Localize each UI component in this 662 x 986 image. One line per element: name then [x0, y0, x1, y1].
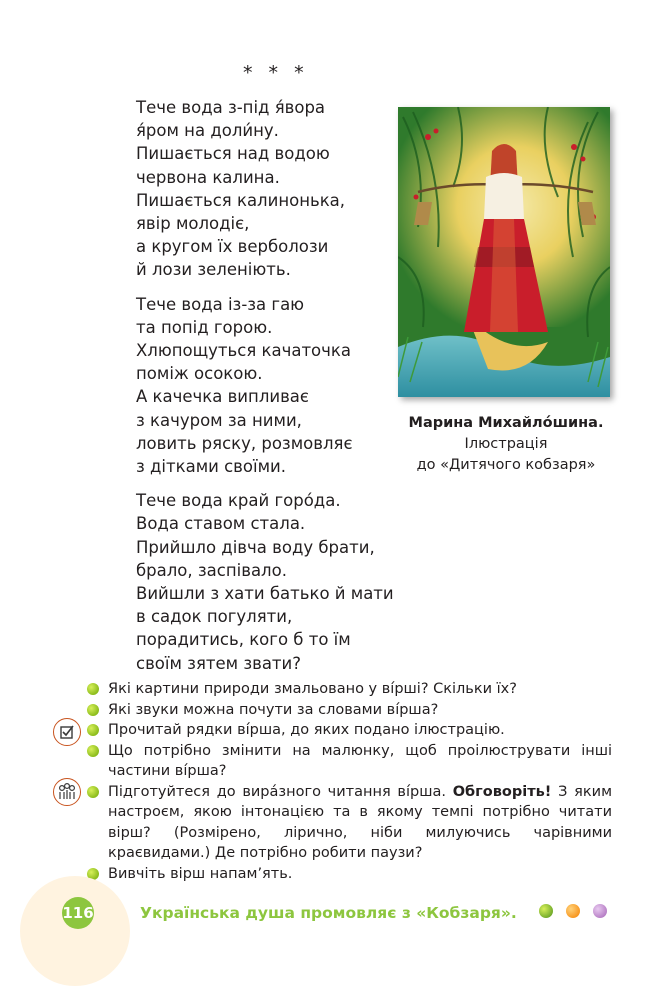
- bullet-icon: [87, 704, 99, 716]
- poem-line: з дітками своїми.: [136, 457, 287, 477]
- bullet-icon: [87, 786, 99, 798]
- poem-line: й лози зеленіють.: [136, 260, 291, 280]
- question-item: [86, 864, 612, 885]
- poem-line: в садок погуляти,: [136, 607, 293, 627]
- poem-line: Тече вода край горо́да.: [136, 491, 341, 511]
- poem-line: своїм зятем звати?: [136, 653, 302, 673]
- poem-stanza-2: [136, 293, 401, 479]
- illustration-caption: [400, 413, 612, 476]
- green-dot-icon: [539, 904, 553, 918]
- poem-line: Вийшли з хати батько й мати: [136, 584, 394, 604]
- question-item: [86, 700, 612, 721]
- question-text: Вивчіть вірш напам’ять.: [108, 865, 293, 882]
- illustration-painting: [398, 107, 610, 397]
- poem-line: червона калина.: [136, 167, 280, 187]
- poem-line: ловить ряску, розмовляє: [136, 433, 353, 453]
- footer-title: Українська душа промовляє з «Кобзаря».: [140, 904, 517, 922]
- illustration-author: Марина Михайло́шина.: [408, 415, 604, 431]
- poem-line: а кругом їх верболози: [136, 237, 329, 257]
- poem-line: та попід горою.: [136, 317, 273, 337]
- question-text-post: З яким настроєм, якою інтонацією та в якому темпі потрібно читати вірш? (Розмірено, лірично, ніби милуючись чарівними краєвидами.) Де потрібно робити паузи?: [108, 783, 613, 861]
- question-text: Які картини природи змальовано у ві́рші? Скільки їх?: [108, 681, 517, 697]
- poem-line: поміж осокою.: [136, 364, 263, 384]
- poem-line: Тече вода з-під я́вора: [136, 98, 326, 117]
- questions-list: [86, 679, 612, 884]
- poem-line: явір молодіє,: [136, 214, 250, 234]
- question-item: [86, 679, 612, 700]
- bullet-icon: [87, 745, 99, 757]
- purple-dot-icon: [593, 904, 607, 918]
- group-discussion-icon: [53, 778, 81, 806]
- orange-dot-icon: [566, 904, 580, 918]
- bullet-icon: [87, 683, 99, 695]
- poem-line: Прийшло дівча воду брати,: [136, 537, 375, 557]
- poem-line: А качечка випливає: [136, 387, 309, 407]
- caption-line-1: Ілюстрація: [464, 436, 548, 452]
- question-text: Прочитай рядки ві́рша, до яких подано ілюстрацію.: [108, 722, 505, 738]
- poem-line: Хлюпощуться качаточка: [136, 341, 351, 361]
- page-number-background: [20, 876, 130, 986]
- poem-line: Пишається над водою: [136, 144, 330, 164]
- bullet-icon: [87, 724, 99, 736]
- poem-line: з качуром за ними,: [136, 410, 302, 430]
- poem-line: Тече вода із-за гаю: [136, 294, 305, 314]
- question-text-pre: Підготуйтеся до вира́зного читання ві́рша.: [108, 783, 453, 800]
- question-item: [86, 782, 612, 864]
- poem-stars: * * *: [243, 62, 309, 84]
- caption-line-2: до «Дитячого кобзаря»: [416, 457, 596, 473]
- question-text: Що потрібно змінити на малюнку, щоб проілюструвати інші частини ві́рша?: [108, 742, 612, 779]
- question-item: [86, 741, 612, 782]
- question-item: [86, 720, 612, 741]
- poem-line: порадитись, кого б то їм: [136, 630, 351, 650]
- check-task-icon: [53, 718, 81, 746]
- poem-line: Вода ставом стала.: [136, 514, 306, 534]
- poem-stanza-1: [136, 96, 401, 282]
- discuss-label: Обговоріть!: [452, 783, 552, 800]
- poem-stanza-3: [136, 489, 401, 675]
- poem-line: Пишається калинонька,: [136, 190, 346, 210]
- question-text: Які звуки можна почути за словами ві́рша?: [108, 701, 439, 718]
- page-number: 116: [62, 897, 94, 929]
- poem: [136, 96, 401, 686]
- poem-line: я́ром на доли́ну.: [136, 121, 279, 141]
- poem-line: брало, заспівало.: [136, 560, 287, 580]
